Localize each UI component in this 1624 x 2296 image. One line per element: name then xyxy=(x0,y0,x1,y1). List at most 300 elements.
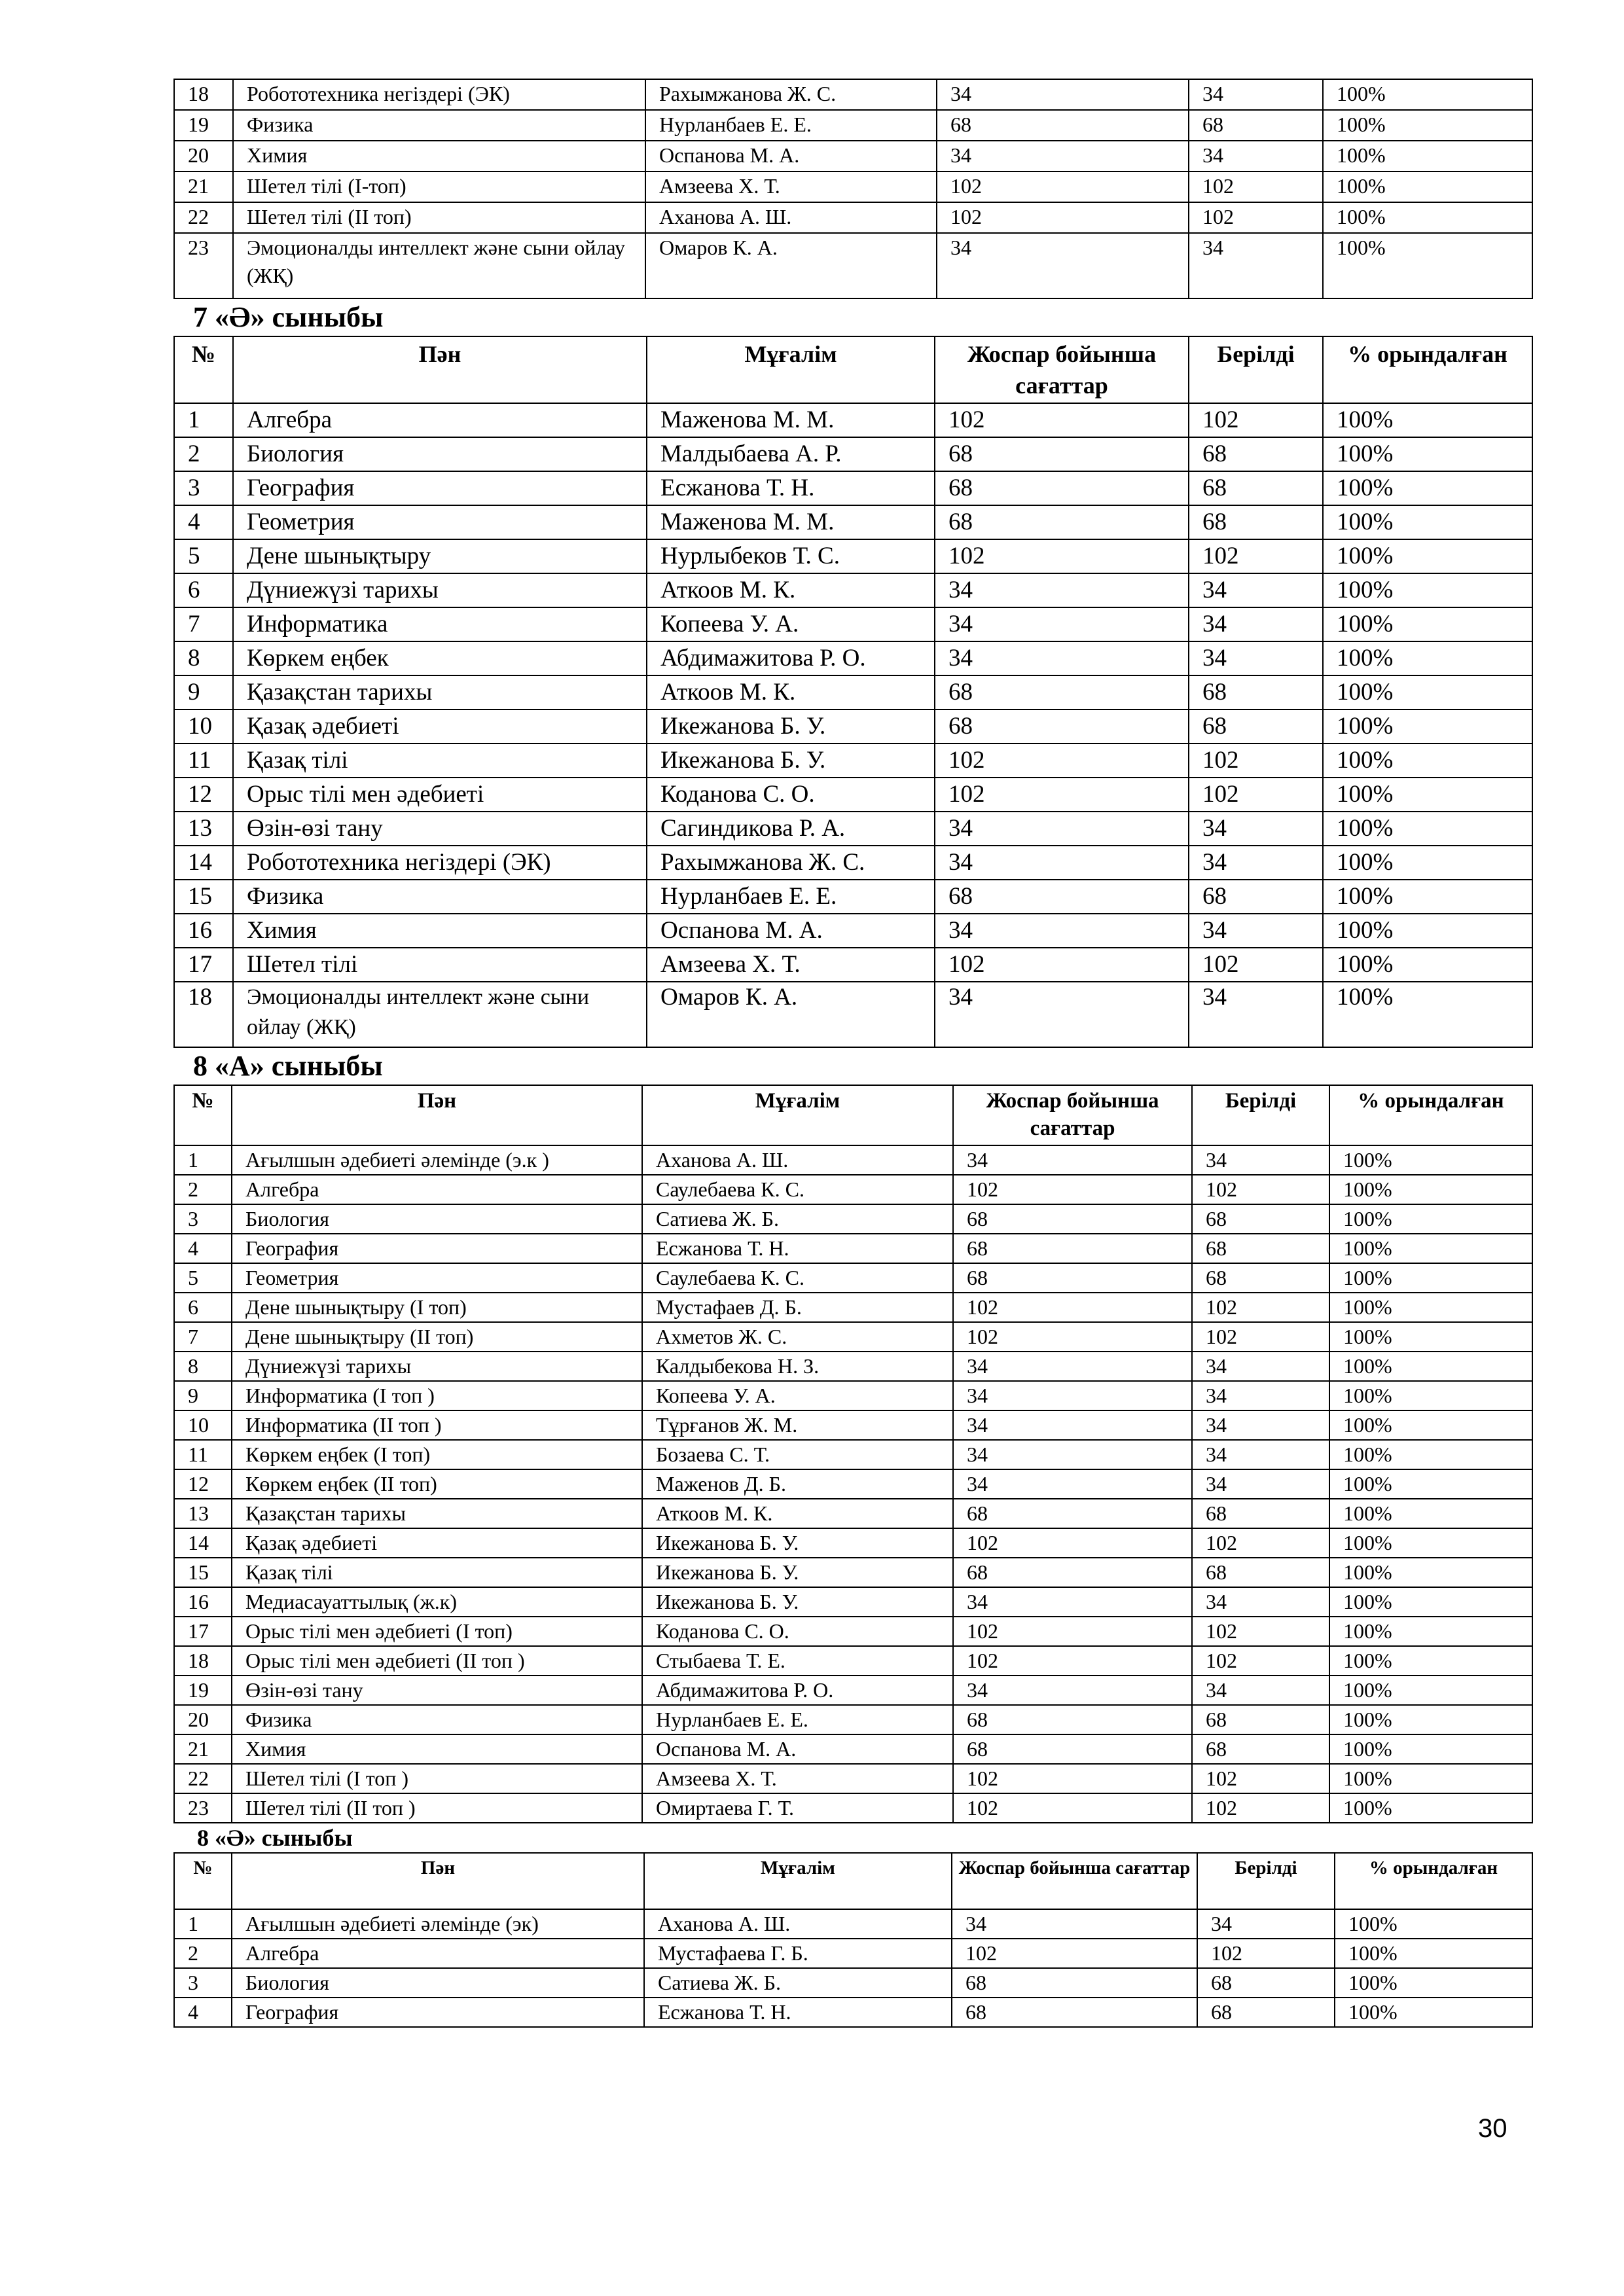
subject-cell: Көркем еңбек (І топ) xyxy=(232,1440,642,1469)
teacher-cell: Оспанова М. А. xyxy=(642,1734,953,1764)
percent-cell: 100% xyxy=(1323,539,1532,573)
subject-cell: Шетел тілі (ІІ топ) xyxy=(233,202,645,233)
teacher-cell: Копеева У. А. xyxy=(647,607,935,641)
given-hours-cell: 102 xyxy=(1189,778,1323,812)
given-hours-cell: 102 xyxy=(1189,171,1323,202)
teacher-cell: Нурланбаев Е. Е. xyxy=(647,880,935,914)
teacher-cell: Ахметов Ж. С. xyxy=(642,1322,953,1352)
planned-hours-cell: 68 xyxy=(935,471,1189,505)
header-number: № xyxy=(174,1853,232,1909)
planned-hours-cell: 68 xyxy=(935,709,1189,744)
subject-cell: Дене шынықтыру (І топ) xyxy=(232,1293,642,1322)
percent-cell: 100% xyxy=(1323,79,1532,110)
given-hours-cell: 102 xyxy=(1192,1646,1329,1676)
percent-cell: 100% xyxy=(1329,1617,1532,1646)
planned-hours-cell: 34 xyxy=(935,914,1189,948)
table-header-row xyxy=(174,336,1532,403)
subject-cell: Ағылшын әдебиеті әлемінде (эк) xyxy=(232,1909,644,1939)
row-number: 18 xyxy=(174,982,233,1047)
subject-cell: Алгебра xyxy=(233,403,647,437)
subject-cell: Информатика (І топ ) xyxy=(232,1381,642,1410)
subject-cell: Қазақ әдебиеті xyxy=(232,1528,642,1558)
row-number: 18 xyxy=(174,79,233,110)
percent-cell: 100% xyxy=(1329,1352,1532,1381)
percent-cell: 100% xyxy=(1329,1381,1532,1410)
teacher-cell: Стыбаева Т. Е. xyxy=(642,1646,953,1676)
teacher-cell: Мустафаев Д. Б. xyxy=(642,1293,953,1322)
teacher-cell: Рахымжанова Ж. С. xyxy=(647,846,935,880)
teacher-cell: Аткоов М. К. xyxy=(642,1499,953,1528)
row-number: 20 xyxy=(174,141,233,171)
given-hours-cell: 34 xyxy=(1192,1381,1329,1410)
table-row xyxy=(174,1528,1532,1558)
teacher-cell: Икежанова Б. У. xyxy=(647,709,935,744)
subject-cell: Робототехника негіздері (ЭК) xyxy=(233,79,645,110)
planned-hours-cell: 34 xyxy=(953,1381,1192,1410)
header-percent: % орындалған xyxy=(1323,336,1532,403)
table-row xyxy=(174,1175,1532,1204)
table-row xyxy=(174,1617,1532,1646)
table-row xyxy=(174,1440,1532,1469)
given-hours-cell: 102 xyxy=(1197,1939,1335,1968)
subject-cell: Геометрия xyxy=(232,1263,642,1293)
planned-hours-cell: 34 xyxy=(935,812,1189,846)
planned-hours-cell: 68 xyxy=(935,437,1189,471)
given-hours-cell: 102 xyxy=(1192,1175,1329,1204)
percent-cell: 100% xyxy=(1323,607,1532,641)
header-given: Берілді xyxy=(1189,336,1323,403)
given-hours-cell: 68 xyxy=(1192,1705,1329,1734)
subject-cell: Алгебра xyxy=(232,1939,644,1968)
planned-hours-cell: 102 xyxy=(953,1528,1192,1558)
given-hours-cell: 34 xyxy=(1192,1676,1329,1705)
percent-cell: 100% xyxy=(1323,573,1532,607)
table-row xyxy=(174,1322,1532,1352)
row-number: 4 xyxy=(174,1998,232,2027)
planned-hours-cell: 34 xyxy=(937,233,1189,298)
teacher-cell: Икежанова Б. У. xyxy=(642,1528,953,1558)
header-percent: % орындалған xyxy=(1335,1853,1532,1909)
given-hours-cell: 68 xyxy=(1189,471,1323,505)
percent-cell: 100% xyxy=(1323,141,1532,171)
subject-cell: Орыс тілі мен әдебиеті (І топ) xyxy=(232,1617,642,1646)
teacher-cell: Омаров К. А. xyxy=(645,233,937,298)
subject-cell: Дүниежүзі тарихы xyxy=(233,573,647,607)
planned-hours-cell: 102 xyxy=(952,1939,1197,1968)
subject-cell: Шетел тілі (І-топ) xyxy=(233,171,645,202)
row-number: 7 xyxy=(174,607,233,641)
subject-cell: Физика xyxy=(232,1705,642,1734)
table-row xyxy=(174,171,1532,202)
subject-cell: Өзін-өзі тану xyxy=(233,812,647,846)
header-teacher: Мұғалім xyxy=(644,1853,952,1909)
row-number: 1 xyxy=(174,403,233,437)
given-hours-cell: 102 xyxy=(1192,1322,1329,1352)
row-number: 7 xyxy=(174,1322,232,1352)
table-row xyxy=(174,202,1532,233)
planned-hours-cell: 102 xyxy=(953,1175,1192,1204)
table-row xyxy=(174,880,1532,914)
table-row xyxy=(174,1499,1532,1528)
table-header-row xyxy=(174,1853,1532,1909)
table-row xyxy=(174,1469,1532,1499)
row-number: 19 xyxy=(174,110,233,141)
teacher-cell: Коданова С. О. xyxy=(642,1617,953,1646)
table-row xyxy=(174,1676,1532,1705)
row-number: 6 xyxy=(174,573,233,607)
given-hours-cell: 68 xyxy=(1189,110,1323,141)
table-row xyxy=(174,982,1532,1047)
row-number: 16 xyxy=(174,914,233,948)
given-hours-cell: 34 xyxy=(1192,1587,1329,1617)
given-hours-cell: 34 xyxy=(1189,141,1323,171)
table-row xyxy=(174,1646,1532,1676)
class-7a-table xyxy=(173,336,1533,1048)
planned-hours-cell: 34 xyxy=(953,1676,1192,1705)
planned-hours-cell: 34 xyxy=(953,1352,1192,1381)
table-row xyxy=(174,1968,1532,1998)
percent-cell: 100% xyxy=(1329,1234,1532,1263)
table-header-row xyxy=(174,1085,1532,1145)
percent-cell: 100% xyxy=(1323,505,1532,539)
given-hours-cell: 102 xyxy=(1189,403,1323,437)
teacher-cell: Икежанова Б. У. xyxy=(642,1558,953,1587)
planned-hours-cell: 102 xyxy=(935,948,1189,982)
row-number: 1 xyxy=(174,1145,232,1175)
planned-hours-cell: 68 xyxy=(935,675,1189,709)
planned-hours-cell: 34 xyxy=(952,1909,1197,1939)
given-hours-cell: 102 xyxy=(1192,1528,1329,1558)
table-row xyxy=(174,1204,1532,1234)
class-8e-title: 8 «Ә» сыныбы xyxy=(197,1825,353,1851)
subject-cell: Өзін-өзі тану xyxy=(232,1676,642,1705)
teacher-cell: Амзеева Х. Т. xyxy=(647,948,935,982)
given-hours-cell: 34 xyxy=(1189,982,1323,1047)
given-hours-cell: 68 xyxy=(1197,1968,1335,1998)
planned-hours-cell: 34 xyxy=(937,79,1189,110)
planned-hours-cell: 102 xyxy=(953,1322,1192,1352)
table-row xyxy=(174,1381,1532,1410)
percent-cell: 100% xyxy=(1323,171,1532,202)
subject-cell: Шетел тілі (І топ ) xyxy=(232,1764,642,1793)
planned-hours-cell: 34 xyxy=(935,573,1189,607)
table-row xyxy=(174,1705,1532,1734)
table-row xyxy=(174,778,1532,812)
teacher-cell: Саулебаева К. С. xyxy=(642,1175,953,1204)
row-number: 21 xyxy=(174,171,233,202)
given-hours-cell: 102 xyxy=(1192,1293,1329,1322)
planned-hours-cell: 102 xyxy=(953,1764,1192,1793)
table-row xyxy=(174,1293,1532,1322)
header-planned-hours: Жоспар бойынша сағаттар xyxy=(952,1853,1197,1909)
row-number: 9 xyxy=(174,675,233,709)
percent-cell: 100% xyxy=(1329,1676,1532,1705)
given-hours-cell: 68 xyxy=(1192,1734,1329,1764)
table-row xyxy=(174,141,1532,171)
planned-hours-cell: 102 xyxy=(953,1617,1192,1646)
subject-cell: Ағылшын әдебиеті әлемінде (э.к ) xyxy=(232,1145,642,1175)
teacher-cell: Малдыбаева А. Р. xyxy=(647,437,935,471)
percent-cell: 100% xyxy=(1329,1204,1532,1234)
table-row xyxy=(174,1234,1532,1263)
teacher-cell: Маженова М. М. xyxy=(647,505,935,539)
table-row xyxy=(174,812,1532,846)
row-number: 23 xyxy=(174,1793,232,1823)
header-teacher: Мұғалім xyxy=(642,1085,953,1145)
header-given: Берілді xyxy=(1197,1853,1335,1909)
percent-cell: 100% xyxy=(1323,709,1532,744)
teacher-cell: Мустафаева Г. Б. xyxy=(644,1939,952,1968)
header-subject: Пән xyxy=(232,1085,642,1145)
teacher-cell: Нурланбаев Е. Е. xyxy=(642,1705,953,1734)
row-number: 15 xyxy=(174,1558,232,1587)
planned-hours-cell: 102 xyxy=(937,171,1189,202)
row-number: 2 xyxy=(174,1939,232,1968)
percent-cell: 100% xyxy=(1329,1175,1532,1204)
subject-cell: Шетел тілі xyxy=(233,948,647,982)
given-hours-cell: 34 xyxy=(1192,1352,1329,1381)
percent-cell: 100% xyxy=(1329,1322,1532,1352)
given-hours-cell: 34 xyxy=(1189,607,1323,641)
table-row xyxy=(174,233,1532,298)
teacher-cell: Рахымжанова Ж. С. xyxy=(645,79,937,110)
table-row xyxy=(174,709,1532,744)
percent-cell: 100% xyxy=(1329,1263,1532,1293)
table-row xyxy=(174,403,1532,437)
class-8e-table xyxy=(173,1852,1533,2028)
row-number: 11 xyxy=(174,744,233,778)
percent-cell: 100% xyxy=(1323,744,1532,778)
class-7a-title: 7 «Ә» сыныбы xyxy=(193,301,384,333)
planned-hours-cell: 34 xyxy=(953,1469,1192,1499)
table-row xyxy=(174,607,1532,641)
row-number: 5 xyxy=(174,1263,232,1293)
percent-cell: 100% xyxy=(1329,1764,1532,1793)
row-number: 17 xyxy=(174,948,233,982)
subject-cell: Орыс тілі мен әдебиеті (ІІ топ ) xyxy=(232,1646,642,1676)
teacher-cell: Сатиева Ж. Б. xyxy=(642,1204,953,1234)
subject-cell: Қазақстан тарихы xyxy=(233,675,647,709)
table-row xyxy=(174,573,1532,607)
header-subject: Пән xyxy=(233,336,647,403)
subject-cell: Химия xyxy=(232,1734,642,1764)
given-hours-cell: 34 xyxy=(1189,812,1323,846)
given-hours-cell: 102 xyxy=(1189,202,1323,233)
header-subject: Пән xyxy=(232,1853,644,1909)
table-row xyxy=(174,110,1532,141)
teacher-cell: Калдыбекова Н. З. xyxy=(642,1352,953,1381)
subject-cell: Эмоционалды интеллект және сыни ойлау (ЖҚ) xyxy=(233,982,647,1047)
table-row xyxy=(174,1145,1532,1175)
row-number: 15 xyxy=(174,880,233,914)
percent-cell: 100% xyxy=(1323,914,1532,948)
teacher-cell: Коданова С. О. xyxy=(647,778,935,812)
teacher-cell: Оспанова М. А. xyxy=(645,141,937,171)
row-number: 21 xyxy=(174,1734,232,1764)
row-number: 1 xyxy=(174,1909,232,1939)
teacher-cell: Икежанова Б. У. xyxy=(647,744,935,778)
table-row xyxy=(174,1263,1532,1293)
row-number: 11 xyxy=(174,1440,232,1469)
subject-cell: Дене шынықтыру xyxy=(233,539,647,573)
planned-hours-cell: 34 xyxy=(953,1145,1192,1175)
percent-cell: 100% xyxy=(1323,403,1532,437)
subject-cell: Қазақстан тарихы xyxy=(232,1499,642,1528)
row-number: 12 xyxy=(174,1469,232,1499)
row-number: 14 xyxy=(174,1528,232,1558)
header-number: № xyxy=(174,336,233,403)
class-8a-table xyxy=(173,1085,1533,1823)
row-number: 18 xyxy=(174,1646,232,1676)
given-hours-cell: 34 xyxy=(1189,233,1323,298)
subject-cell: Физика xyxy=(233,880,647,914)
teacher-cell: Сатиева Ж. Б. xyxy=(644,1968,952,1998)
given-hours-cell: 68 xyxy=(1192,1499,1329,1528)
table-row xyxy=(174,641,1532,675)
table-row xyxy=(174,675,1532,709)
subject-cell: Қазақ тілі xyxy=(232,1558,642,1587)
table-row xyxy=(174,1734,1532,1764)
teacher-cell: Оспанова М. А. xyxy=(647,914,935,948)
subject-cell: Химия xyxy=(233,141,645,171)
given-hours-cell: 102 xyxy=(1192,1617,1329,1646)
table-row xyxy=(174,1939,1532,1968)
table-row xyxy=(174,437,1532,471)
subject-cell: Медиасауаттылық (ж.к) xyxy=(232,1587,642,1617)
given-hours-cell: 34 xyxy=(1192,1469,1329,1499)
table-row xyxy=(174,948,1532,982)
class-8a-title: 8 «А» сыныбы xyxy=(193,1050,383,1082)
subject-cell: Информатика (ІІ топ ) xyxy=(232,1410,642,1440)
planned-hours-cell: 68 xyxy=(953,1558,1192,1587)
planned-hours-cell: 34 xyxy=(937,141,1189,171)
header-number: № xyxy=(174,1085,232,1145)
given-hours-cell: 34 xyxy=(1189,914,1323,948)
given-hours-cell: 68 xyxy=(1192,1558,1329,1587)
row-number: 3 xyxy=(174,1204,232,1234)
teacher-cell: Аткоов М. К. xyxy=(647,675,935,709)
continuation-table xyxy=(173,79,1533,299)
teacher-cell: Аханова А. Ш. xyxy=(642,1145,953,1175)
planned-hours-cell: 102 xyxy=(935,778,1189,812)
given-hours-cell: 102 xyxy=(1189,744,1323,778)
planned-hours-cell: 102 xyxy=(953,1793,1192,1823)
given-hours-cell: 102 xyxy=(1189,948,1323,982)
teacher-cell: Аткоов М. К. xyxy=(647,573,935,607)
percent-cell: 100% xyxy=(1329,1410,1532,1440)
teacher-cell: Нурлыбеков Т. С. xyxy=(647,539,935,573)
percent-cell: 100% xyxy=(1335,1909,1532,1939)
subject-cell: Қазақ әдебиеті xyxy=(233,709,647,744)
continuation-table-body xyxy=(174,79,1532,298)
percent-cell: 100% xyxy=(1323,471,1532,505)
teacher-cell: Бозаева С. Т. xyxy=(642,1440,953,1469)
teacher-cell: Амзеева Х. Т. xyxy=(642,1764,953,1793)
table-row xyxy=(174,914,1532,948)
planned-hours-cell: 34 xyxy=(935,846,1189,880)
given-hours-cell: 34 xyxy=(1192,1145,1329,1175)
subject-cell: География xyxy=(232,1998,644,2027)
percent-cell: 100% xyxy=(1323,982,1532,1047)
percent-cell: 100% xyxy=(1329,1587,1532,1617)
percent-cell: 100% xyxy=(1329,1793,1532,1823)
planned-hours-cell: 68 xyxy=(953,1499,1192,1528)
row-number: 23 xyxy=(174,233,233,298)
row-number: 22 xyxy=(174,202,233,233)
given-hours-cell: 34 xyxy=(1189,846,1323,880)
row-number: 2 xyxy=(174,437,233,471)
percent-cell: 100% xyxy=(1323,778,1532,812)
teacher-cell: Омиртаева Г. Т. xyxy=(642,1793,953,1823)
subject-cell: Қазақ тілі xyxy=(233,744,647,778)
subject-cell: Дүниежүзі тарихы xyxy=(232,1352,642,1381)
table-row xyxy=(174,539,1532,573)
header-planned-hours: Жоспар бойынша сағаттар xyxy=(953,1085,1192,1145)
teacher-cell: Тұрғанов Ж. М. xyxy=(642,1410,953,1440)
given-hours-cell: 34 xyxy=(1192,1440,1329,1469)
row-number: 8 xyxy=(174,641,233,675)
teacher-cell: Амзеева Х. Т. xyxy=(645,171,937,202)
planned-hours-cell: 68 xyxy=(935,880,1189,914)
subject-cell: Геометрия xyxy=(233,505,647,539)
given-hours-cell: 34 xyxy=(1189,573,1323,607)
subject-cell: Эмоционалды интеллект және сыни ойлау (ЖҚ) xyxy=(233,233,645,298)
subject-cell: Биология xyxy=(233,437,647,471)
given-hours-cell: 68 xyxy=(1189,437,1323,471)
teacher-cell: Сагиндикова Р. А. xyxy=(647,812,935,846)
planned-hours-cell: 68 xyxy=(953,1705,1192,1734)
percent-cell: 100% xyxy=(1323,233,1532,298)
table-row xyxy=(174,79,1532,110)
table-row xyxy=(174,1998,1532,2027)
percent-cell: 100% xyxy=(1323,812,1532,846)
given-hours-cell: 34 xyxy=(1189,79,1323,110)
subject-cell: Көркем еңбек (ІІ топ) xyxy=(232,1469,642,1499)
percent-cell: 100% xyxy=(1335,1939,1532,1968)
given-hours-cell: 34 xyxy=(1197,1909,1335,1939)
subject-cell: Орыс тілі мен әдебиеті xyxy=(233,778,647,812)
subject-cell: География xyxy=(232,1234,642,1263)
row-number: 4 xyxy=(174,505,233,539)
teacher-cell: Аханова А. Ш. xyxy=(645,202,937,233)
subject-cell: Химия xyxy=(233,914,647,948)
row-number: 13 xyxy=(174,1499,232,1528)
given-hours-cell: 102 xyxy=(1192,1793,1329,1823)
percent-cell: 100% xyxy=(1323,948,1532,982)
given-hours-cell: 68 xyxy=(1189,880,1323,914)
table-row xyxy=(174,1352,1532,1381)
subject-cell: Көркем еңбек xyxy=(233,641,647,675)
subject-cell: Дене шынықтыру (ІІ топ) xyxy=(232,1322,642,1352)
percent-cell: 100% xyxy=(1329,1145,1532,1175)
given-hours-cell: 68 xyxy=(1197,1998,1335,2027)
subject-cell: Шетел тілі (ІІ топ ) xyxy=(232,1793,642,1823)
planned-hours-cell: 68 xyxy=(953,1734,1192,1764)
row-number: 3 xyxy=(174,1968,232,1998)
percent-cell: 100% xyxy=(1329,1705,1532,1734)
percent-cell: 100% xyxy=(1323,641,1532,675)
row-number: 3 xyxy=(174,471,233,505)
given-hours-cell: 68 xyxy=(1189,505,1323,539)
given-hours-cell: 68 xyxy=(1192,1234,1329,1263)
percent-cell: 100% xyxy=(1329,1646,1532,1676)
given-hours-cell: 68 xyxy=(1192,1263,1329,1293)
percent-cell: 100% xyxy=(1323,202,1532,233)
planned-hours-cell: 102 xyxy=(937,202,1189,233)
teacher-cell: Нурланбаев Е. Е. xyxy=(645,110,937,141)
row-number: 10 xyxy=(174,1410,232,1440)
percent-cell: 100% xyxy=(1329,1734,1532,1764)
